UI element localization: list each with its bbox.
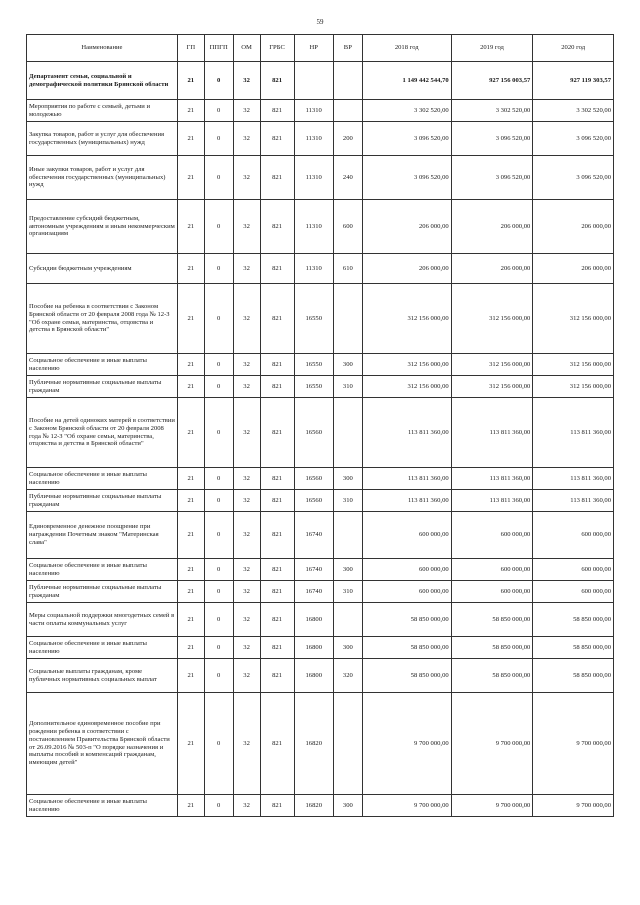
table-row: [27, 559, 614, 581]
cell-name: Субсидии бюджетным учреждениям: [27, 254, 178, 284]
cell-2020: 113 811 360,00: [533, 398, 614, 468]
table-row: [27, 122, 614, 156]
table-row: [27, 468, 614, 490]
cell-om: 32: [233, 603, 260, 637]
cell-2018: 113 811 360,00: [362, 490, 451, 512]
cell-om: 32: [233, 376, 260, 398]
cell-om: 32: [233, 559, 260, 581]
cell-grbs: 821: [260, 659, 294, 693]
cell-2019: 206 000,00: [451, 254, 533, 284]
cell-om: 32: [233, 795, 260, 817]
cell-name: Социальное обеспечение и иные выплаты населению: [27, 559, 178, 581]
cell-ppgp: 0: [204, 559, 233, 581]
cell-name: Публичные нормативные социальные выплаты гражданам: [27, 490, 178, 512]
cell-gp: 21: [177, 693, 204, 795]
cell-2018: 58 850 000,00: [362, 637, 451, 659]
cell-vr: 600: [333, 200, 362, 254]
header-2018: 2018 год: [362, 35, 451, 62]
cell-grbs: 821: [260, 376, 294, 398]
cell-nr: 16550: [294, 354, 333, 376]
cell-gp: 21: [177, 100, 204, 122]
cell-gp: 21: [177, 490, 204, 512]
cell-nr: 16550: [294, 284, 333, 354]
cell-name: Мероприятия по работе с семьей, детьми и молодежью: [27, 100, 178, 122]
cell-2018: 3 302 520,00: [362, 100, 451, 122]
cell-vr: 240: [333, 156, 362, 200]
cell-2020: 600 000,00: [533, 581, 614, 603]
cell-gp: 21: [177, 254, 204, 284]
cell-gp: 21: [177, 122, 204, 156]
cell-nr: 16740: [294, 559, 333, 581]
cell-2018: 600 000,00: [362, 559, 451, 581]
cell-vr: 300: [333, 795, 362, 817]
table-row: [27, 100, 614, 122]
table-row: [27, 490, 614, 512]
cell-2019: 312 156 000,00: [451, 354, 533, 376]
cell-2019: 312 156 000,00: [451, 284, 533, 354]
cell-vr: [333, 693, 362, 795]
cell-om: 32: [233, 637, 260, 659]
budget-table: [26, 34, 614, 817]
cell-om: 32: [233, 200, 260, 254]
table-row: [27, 156, 614, 200]
header-row: [27, 35, 614, 62]
table-row: [27, 62, 614, 100]
cell-om: 32: [233, 581, 260, 603]
cell-nr: 16560: [294, 490, 333, 512]
cell-name: Пособие на ребенка в соответствии с Законом Брянской области от 20 февраля 2008 года № 12-З "Об охране семьи, материнства, отцовства и детства в Брянской области": [27, 284, 178, 354]
cell-vr: 300: [333, 559, 362, 581]
cell-ppgp: 0: [204, 398, 233, 468]
cell-ppgp: 0: [204, 156, 233, 200]
cell-gp: 21: [177, 603, 204, 637]
cell-gp: 21: [177, 637, 204, 659]
cell-om: 32: [233, 254, 260, 284]
cell-ppgp: 0: [204, 376, 233, 398]
cell-2018: 9 700 000,00: [362, 795, 451, 817]
cell-2018: 312 156 000,00: [362, 354, 451, 376]
cell-name: Предоставление субсидий бюджетным, автономным учреждениям и иным некоммерческим организациям: [27, 200, 178, 254]
cell-2018: 3 096 520,00: [362, 156, 451, 200]
cell-grbs: 821: [260, 284, 294, 354]
header-om: ОМ: [233, 35, 260, 62]
cell-2019: 58 850 000,00: [451, 659, 533, 693]
cell-name: Социальное обеспечение и иные выплаты населению: [27, 795, 178, 817]
header-ppgp: ППГП: [204, 35, 233, 62]
cell-nr: 16800: [294, 603, 333, 637]
cell-vr: 310: [333, 581, 362, 603]
cell-name: Департамент семьи, социальной и демографической политики Брянской области: [27, 62, 178, 100]
cell-vr: [333, 62, 362, 100]
cell-vr: 300: [333, 468, 362, 490]
table-row: [27, 254, 614, 284]
cell-ppgp: 0: [204, 795, 233, 817]
cell-gp: 21: [177, 512, 204, 559]
cell-nr: 16740: [294, 581, 333, 603]
cell-2019: 600 000,00: [451, 581, 533, 603]
cell-om: 32: [233, 659, 260, 693]
cell-2020: 3 096 520,00: [533, 156, 614, 200]
cell-2018: 600 000,00: [362, 581, 451, 603]
cell-ppgp: 0: [204, 254, 233, 284]
cell-2019: 58 850 000,00: [451, 603, 533, 637]
cell-om: 32: [233, 398, 260, 468]
cell-2019: 113 811 360,00: [451, 490, 533, 512]
cell-om: 32: [233, 62, 260, 100]
header-name: Наименование: [27, 35, 178, 62]
cell-2019: 312 156 000,00: [451, 376, 533, 398]
cell-nr: 11310: [294, 100, 333, 122]
cell-2020: 600 000,00: [533, 559, 614, 581]
cell-grbs: 821: [260, 398, 294, 468]
cell-2018: 113 811 360,00: [362, 468, 451, 490]
cell-ppgp: 0: [204, 490, 233, 512]
cell-ppgp: 0: [204, 468, 233, 490]
cell-nr: 16550: [294, 376, 333, 398]
cell-om: 32: [233, 693, 260, 795]
cell-ppgp: 0: [204, 637, 233, 659]
cell-om: 32: [233, 354, 260, 376]
cell-grbs: 821: [260, 512, 294, 559]
cell-2019: 113 811 360,00: [451, 398, 533, 468]
cell-name: Социальные выплаты гражданам, кроме публичных нормативных социальных выплат: [27, 659, 178, 693]
cell-2019: 9 700 000,00: [451, 693, 533, 795]
cell-name: Пособие на детей одиноких матерей в соответствии с Законом Брянской области от 20 февраля 2008 года № 12-З "Об охране семьи, материнства, отцовства и детства в Брянской области": [27, 398, 178, 468]
header-2019: 2019 год: [451, 35, 533, 62]
cell-nr: 16740: [294, 512, 333, 559]
table-row: [27, 693, 614, 795]
cell-vr: [333, 512, 362, 559]
table-row: [27, 603, 614, 637]
cell-nr: 16560: [294, 468, 333, 490]
cell-2019: 3 096 520,00: [451, 122, 533, 156]
cell-grbs: 821: [260, 693, 294, 795]
cell-grbs: 821: [260, 354, 294, 376]
page-number: 59: [316, 18, 324, 26]
cell-2020: 3 096 520,00: [533, 122, 614, 156]
cell-vr: 320: [333, 659, 362, 693]
cell-2018: 600 000,00: [362, 512, 451, 559]
table-row: [27, 637, 614, 659]
table-row: [27, 512, 614, 559]
cell-vr: 610: [333, 254, 362, 284]
cell-2020: 9 700 000,00: [533, 693, 614, 795]
cell-2020: 113 811 360,00: [533, 490, 614, 512]
cell-nr: 16820: [294, 693, 333, 795]
header-vr: ВР: [333, 35, 362, 62]
cell-gp: 21: [177, 354, 204, 376]
cell-grbs: 821: [260, 559, 294, 581]
cell-2018: 3 096 520,00: [362, 122, 451, 156]
cell-2018: 58 850 000,00: [362, 659, 451, 693]
cell-grbs: 821: [260, 603, 294, 637]
cell-2018: 206 000,00: [362, 200, 451, 254]
cell-name: Публичные нормативные социальные выплаты гражданам: [27, 581, 178, 603]
header-2020: 2020 год: [533, 35, 614, 62]
cell-ppgp: 0: [204, 603, 233, 637]
cell-gp: 21: [177, 284, 204, 354]
cell-nr: 11310: [294, 156, 333, 200]
cell-2019: 927 156 003,57: [451, 62, 533, 100]
cell-name: Дополнительное единовременное пособие при рождении ребенка в соответствии с постановлением Правительства Брянской области от 26.09.2016 № 503-п "О порядке назначения и выплаты пособий и компенсаций гражданам, имеющим детей": [27, 693, 178, 795]
cell-grbs: 821: [260, 62, 294, 100]
cell-om: 32: [233, 122, 260, 156]
cell-2020: 312 156 000,00: [533, 284, 614, 354]
cell-grbs: 821: [260, 468, 294, 490]
cell-2020: 927 119 303,57: [533, 62, 614, 100]
cell-om: 32: [233, 468, 260, 490]
cell-nr: [294, 62, 333, 100]
cell-grbs: 821: [260, 200, 294, 254]
cell-2019: 9 700 000,00: [451, 795, 533, 817]
cell-gp: 21: [177, 659, 204, 693]
cell-name: Социальное обеспечение и иные выплаты населению: [27, 354, 178, 376]
cell-name: Социальное обеспечение и иные выплаты населению: [27, 637, 178, 659]
cell-vr: 300: [333, 637, 362, 659]
cell-om: 32: [233, 156, 260, 200]
cell-2019: 600 000,00: [451, 512, 533, 559]
cell-om: 32: [233, 490, 260, 512]
cell-2018: 1 149 442 544,70: [362, 62, 451, 100]
cell-2019: 3 302 520,00: [451, 100, 533, 122]
header-nr: НР: [294, 35, 333, 62]
cell-2018: 312 156 000,00: [362, 376, 451, 398]
table-row: [27, 284, 614, 354]
cell-nr: 11310: [294, 200, 333, 254]
cell-vr: [333, 398, 362, 468]
table-row: [27, 795, 614, 817]
cell-name: Меры социальной поддержки многодетных семей в части оплаты коммунальных услуг: [27, 603, 178, 637]
cell-gp: 21: [177, 468, 204, 490]
cell-grbs: 821: [260, 122, 294, 156]
cell-ppgp: 0: [204, 512, 233, 559]
cell-ppgp: 0: [204, 659, 233, 693]
cell-ppgp: 0: [204, 122, 233, 156]
cell-2020: 312 156 000,00: [533, 376, 614, 398]
cell-2020: 206 000,00: [533, 200, 614, 254]
cell-name: Социальное обеспечение и иные выплаты населению: [27, 468, 178, 490]
cell-nr: 11310: [294, 254, 333, 284]
cell-gp: 21: [177, 398, 204, 468]
cell-om: 32: [233, 100, 260, 122]
cell-vr: [333, 284, 362, 354]
table-row: [27, 354, 614, 376]
cell-2018: 312 156 000,00: [362, 284, 451, 354]
table-row: [27, 398, 614, 468]
cell-name: Закупка товаров, работ и услуг для обеспечения государственных (муниципальных) нужд: [27, 122, 178, 156]
cell-ppgp: 0: [204, 100, 233, 122]
cell-2018: 9 700 000,00: [362, 693, 451, 795]
table-row: [27, 581, 614, 603]
cell-ppgp: 0: [204, 62, 233, 100]
table-row: [27, 200, 614, 254]
cell-ppgp: 0: [204, 284, 233, 354]
cell-2018: 206 000,00: [362, 254, 451, 284]
cell-2019: 600 000,00: [451, 559, 533, 581]
cell-grbs: 821: [260, 100, 294, 122]
header-gp: ГП: [177, 35, 204, 62]
cell-grbs: 821: [260, 254, 294, 284]
cell-grbs: 821: [260, 581, 294, 603]
cell-2020: 312 156 000,00: [533, 354, 614, 376]
cell-nr: 11310: [294, 122, 333, 156]
cell-ppgp: 0: [204, 581, 233, 603]
cell-vr: 310: [333, 376, 362, 398]
cell-grbs: 821: [260, 156, 294, 200]
cell-grbs: 821: [260, 795, 294, 817]
cell-2020: 113 811 360,00: [533, 468, 614, 490]
table-row: [27, 376, 614, 398]
header-grbs: ГРБС: [260, 35, 294, 62]
cell-2020: 58 850 000,00: [533, 637, 614, 659]
cell-gp: 21: [177, 581, 204, 603]
cell-om: 32: [233, 284, 260, 354]
cell-nr: 16800: [294, 637, 333, 659]
cell-name: Единовременное денежное поощрение при награждении Почетным знаком "Материнская слава": [27, 512, 178, 559]
cell-gp: 21: [177, 559, 204, 581]
cell-gp: 21: [177, 156, 204, 200]
cell-gp: 21: [177, 62, 204, 100]
cell-name: Публичные нормативные социальные выплаты гражданам: [27, 376, 178, 398]
cell-vr: 200: [333, 122, 362, 156]
cell-2018: 113 811 360,00: [362, 398, 451, 468]
cell-vr: 300: [333, 354, 362, 376]
cell-2019: 3 096 520,00: [451, 156, 533, 200]
cell-2019: 58 850 000,00: [451, 637, 533, 659]
cell-2020: 3 302 520,00: [533, 100, 614, 122]
cell-2018: 58 850 000,00: [362, 603, 451, 637]
cell-2020: 58 850 000,00: [533, 603, 614, 637]
cell-vr: [333, 603, 362, 637]
cell-om: 32: [233, 512, 260, 559]
cell-ppgp: 0: [204, 354, 233, 376]
cell-nr: 16800: [294, 659, 333, 693]
cell-grbs: 821: [260, 637, 294, 659]
cell-vr: [333, 100, 362, 122]
table-row: [27, 659, 614, 693]
cell-gp: 21: [177, 795, 204, 817]
cell-2019: 113 811 360,00: [451, 468, 533, 490]
cell-ppgp: 0: [204, 693, 233, 795]
cell-2020: 600 000,00: [533, 512, 614, 559]
cell-2020: 206 000,00: [533, 254, 614, 284]
cell-gp: 21: [177, 376, 204, 398]
cell-nr: 16560: [294, 398, 333, 468]
cell-ppgp: 0: [204, 200, 233, 254]
cell-grbs: 821: [260, 490, 294, 512]
cell-nr: 16820: [294, 795, 333, 817]
cell-2020: 9 700 000,00: [533, 795, 614, 817]
cell-vr: 310: [333, 490, 362, 512]
cell-2019: 206 000,00: [451, 200, 533, 254]
cell-gp: 21: [177, 200, 204, 254]
cell-name: Иные закупки товаров, работ и услуг для обеспечения государственных (муниципальных) нужд: [27, 156, 178, 200]
cell-2020: 58 850 000,00: [533, 659, 614, 693]
